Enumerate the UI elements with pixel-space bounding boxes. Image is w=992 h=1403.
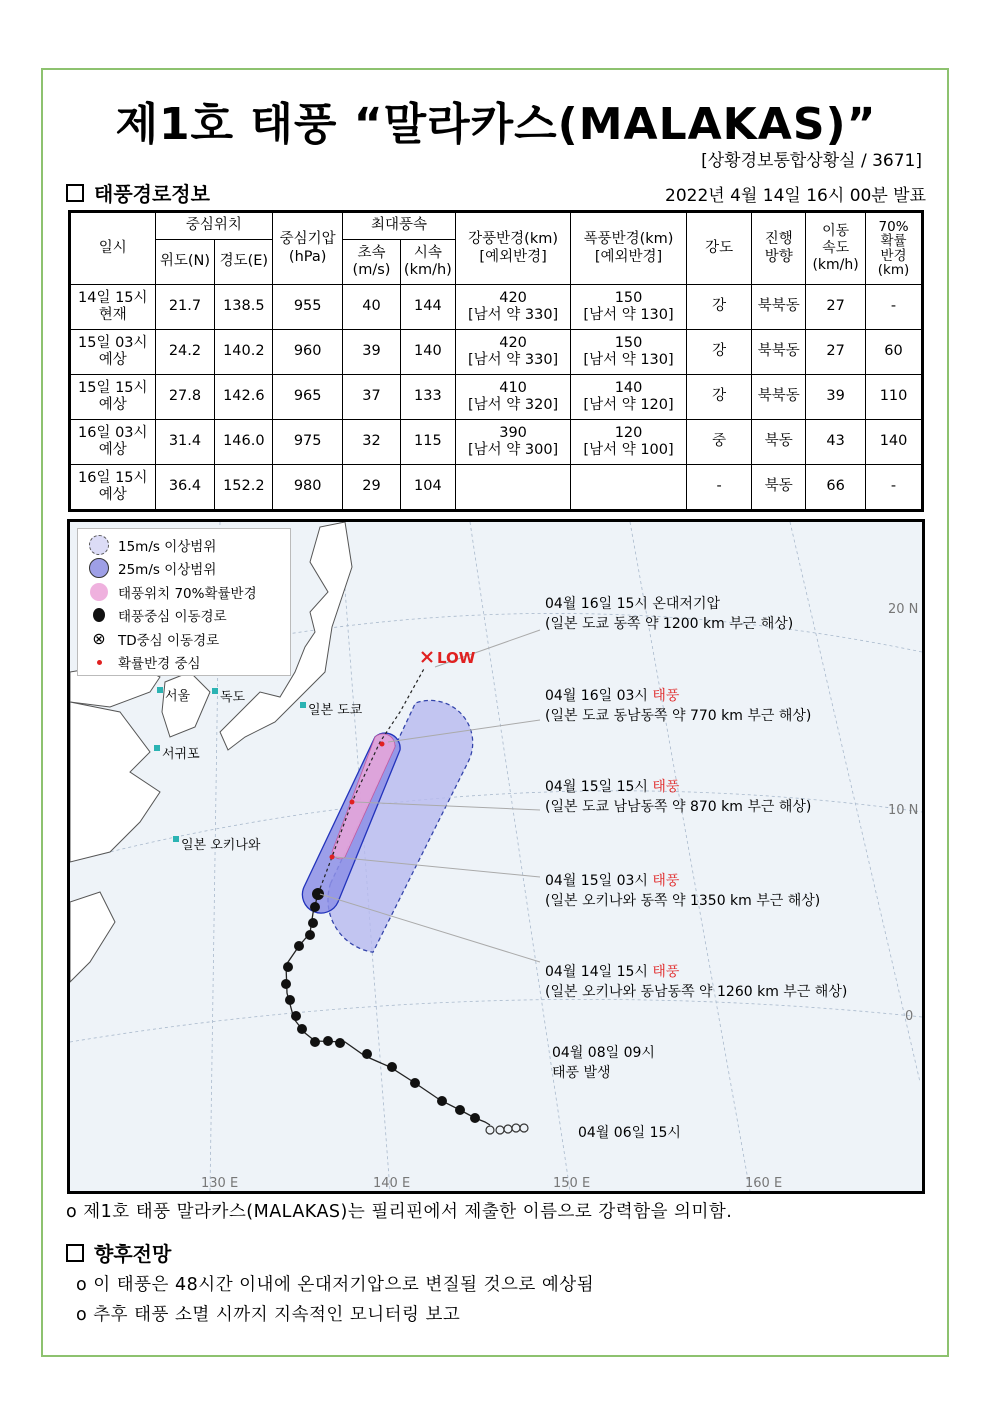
th-center: 중심위치 <box>155 212 273 240</box>
typhoon-track-map <box>67 519 925 1194</box>
cell-lat: 21.7 <box>155 285 215 330</box>
cell-storm <box>571 465 686 511</box>
lat-label-20: 20 N <box>888 602 919 617</box>
office-label: [상황경보통합상황실 / 3671] <box>701 151 922 171</box>
cell-strong: 410 [남서 약 320] <box>455 375 570 420</box>
typhoon-symbol-icon <box>93 608 105 622</box>
track-table <box>68 210 924 512</box>
cell-intensity: 중 <box>686 420 752 465</box>
cell-pressure: 960 <box>273 330 343 375</box>
area-15-icon <box>89 535 109 555</box>
th-lon: 경도(E) <box>215 240 273 285</box>
place-okinawa: 일본 오키나와 <box>181 838 261 853</box>
cell-pressure: 965 <box>273 375 343 420</box>
cell-direction: 북북동 <box>752 285 806 330</box>
cell-time: 16일 03시 예상 <box>70 420 156 465</box>
cell-prob: - <box>866 465 923 511</box>
cell-lat: 24.2 <box>155 330 215 375</box>
th-lat: 위도(N) <box>155 240 215 285</box>
section-outlook <box>66 1238 171 1267</box>
name-note: o 제1호 태풍 말라카스(MALAKAS)는 필리핀에서 제출한 이름으로 강력함을 의미함. <box>66 1202 733 1222</box>
cell-storm: 120 [남서 약 100] <box>571 420 686 465</box>
cell-prob: - <box>866 285 923 330</box>
table-row <box>70 420 923 465</box>
checkbox-square-icon <box>66 1244 84 1262</box>
area-25-icon <box>89 558 109 578</box>
outlook-item: o 이 태풍은 48시간 이내에 온대저기압으로 변질될 것으로 예상됨 <box>76 1275 595 1295</box>
cell-intensity: 강 <box>686 330 752 375</box>
cell-ms: 37 <box>343 375 401 420</box>
cell-kmh: 144 <box>400 285 455 330</box>
cell-speed: 39 <box>806 375 866 420</box>
cell-speed: 43 <box>806 420 866 465</box>
th-wind: 최대풍속 <box>343 212 456 240</box>
cell-intensity: - <box>686 465 752 511</box>
lon-label-140: 140 E <box>373 1176 411 1191</box>
cell-pressure: 975 <box>273 420 343 465</box>
cell-kmh: 140 <box>400 330 455 375</box>
issued-time: 2022년 4월 14일 16시 00분 발표 <box>665 186 926 206</box>
label-0416-15: 04월 16일 15시 온대저기압 (일본 도쿄 동쪽 약 1200 km 부근 해상) <box>545 596 794 632</box>
label-0416-03: 04월 16일 03시 태풍 (일본 도쿄 동남동쪽 약 770 km 부근 해상) <box>545 688 812 724</box>
th-ms: 초속 (m/s) <box>343 240 401 285</box>
lon-label-150: 150 E <box>553 1176 591 1191</box>
cell-kmh: 115 <box>400 420 455 465</box>
table-row <box>70 375 923 420</box>
lon-label-130: 130 E <box>201 1176 239 1191</box>
cell-speed: 27 <box>806 330 866 375</box>
cell-speed: 27 <box>806 285 866 330</box>
table-row <box>70 330 923 375</box>
low-label: LOW <box>437 649 476 667</box>
cell-prob: 60 <box>866 330 923 375</box>
label-0414-15: 04월 14일 15시 태풍 (일본 오키나와 동남동쪽 약 1260 km 부근 해상) <box>545 964 848 1000</box>
legend-item: 태풍위치 70%확률반경 <box>78 580 290 604</box>
cell-kmh: 104 <box>400 465 455 511</box>
cell-kmh: 133 <box>400 375 455 420</box>
legend-item: 15m/s 이상범위 <box>78 533 290 557</box>
label-0415-03: 04월 15일 03시 태풍 (일본 오키나와 동쪽 약 1350 km 부근 해상) <box>545 873 821 909</box>
th-strong-radius: 강풍반경(km) [예외반경] <box>455 212 570 285</box>
lat-label-0: 0 <box>905 1009 914 1024</box>
cell-strong <box>455 465 570 511</box>
cell-time: 16일 15시 예상 <box>70 465 156 511</box>
section-track-info <box>66 178 210 207</box>
cell-prob: 110 <box>866 375 923 420</box>
low-marker-icon <box>422 652 432 662</box>
cell-lat: 36.4 <box>155 465 215 511</box>
cell-strong: 420 [남서 약 330] <box>455 330 570 375</box>
cell-time: 15일 03시 예상 <box>70 330 156 375</box>
land-taiwan-philippines <box>70 892 115 982</box>
prob-radius-icon <box>90 583 108 601</box>
cell-speed: 66 <box>806 465 866 511</box>
cell-lon: 152.2 <box>215 465 273 511</box>
place-seoul: 서울 <box>165 689 191 704</box>
legend-item: 태풍중심 이동경로 <box>78 604 290 628</box>
cell-storm: 140 [남서 약 120] <box>571 375 686 420</box>
label-genesis: 04월 08일 09시 태풍 발생 <box>552 1045 655 1081</box>
prob-center-icon <box>97 660 102 665</box>
label-0415-15: 04월 15일 15시 태풍 (일본 도쿄 남남동쪽 약 870 km 부근 해상) <box>545 779 812 815</box>
cell-ms: 29 <box>343 465 401 511</box>
cell-storm: 150 [남서 약 130] <box>571 330 686 375</box>
td-symbols <box>486 1124 528 1134</box>
cell-ms: 32 <box>343 420 401 465</box>
td-symbol-icon: ⊗ <box>92 629 106 649</box>
cell-lat: 27.8 <box>155 375 215 420</box>
legend-item: 확률반경 중심 <box>78 651 290 675</box>
land-korea <box>162 672 210 737</box>
table-row <box>70 465 923 511</box>
th-prob-radius: 70% 확률 반경 (km) <box>866 212 923 285</box>
th-kmh: 시속 (km/h) <box>400 240 455 285</box>
cell-lon: 138.5 <box>215 285 273 330</box>
checkbox-square-icon <box>66 184 84 202</box>
th-pressure: 중심기압 (hPa) <box>273 212 343 285</box>
cell-ms: 40 <box>343 285 401 330</box>
cell-lon: 146.0 <box>215 420 273 465</box>
cell-direction: 북북동 <box>752 330 806 375</box>
th-speed: 이동 속도 (km/h) <box>806 212 866 285</box>
section-outlook-title: 향후전망 <box>94 1242 172 1266</box>
legend-item: ⊗ TD중심 이동경로 <box>78 627 290 651</box>
lon-label-160: 160 E <box>745 1176 783 1191</box>
cell-direction: 북동 <box>752 465 806 511</box>
section-track-title: 태풍경로정보 <box>94 182 210 206</box>
cell-intensity: 강 <box>686 375 752 420</box>
current-position-icon <box>312 888 324 900</box>
cell-direction: 북북동 <box>752 375 806 420</box>
cell-lon: 140.2 <box>215 330 273 375</box>
label-start: 04월 06일 15시 <box>578 1125 681 1141</box>
cell-ms: 39 <box>343 330 401 375</box>
outlook-item: o 추후 태풍 소멸 시까지 지속적인 모니터링 보고 <box>76 1305 461 1325</box>
legend-item: 25m/s 이상범위 <box>78 557 290 581</box>
page-title: 제1호 태풍 “말라카스(MALAKAS)” <box>115 99 877 150</box>
map-legend <box>77 528 291 676</box>
cell-strong: 420 [남서 약 330] <box>455 285 570 330</box>
cell-lon: 142.6 <box>215 375 273 420</box>
place-dokdo: 독도 <box>220 690 246 705</box>
th-storm-radius: 폭풍반경(km) [예외반경] <box>571 212 686 285</box>
cell-strong: 390 [남서 약 300] <box>455 420 570 465</box>
cell-pressure: 955 <box>273 285 343 330</box>
cell-intensity: 강 <box>686 285 752 330</box>
cell-time: 14일 15시 현재 <box>70 285 156 330</box>
th-intensity: 강도 <box>686 212 752 285</box>
land-china-coast <box>70 702 160 862</box>
place-seogwipo: 서귀포 <box>162 747 200 762</box>
table-row <box>70 285 923 330</box>
past-track <box>286 894 490 1125</box>
place-tokyo: 일본 도쿄 <box>308 703 363 718</box>
cell-prob: 140 <box>866 420 923 465</box>
lat-label-10: 10 N <box>888 803 919 818</box>
th-time: 일시 <box>70 212 156 285</box>
cell-pressure: 980 <box>273 465 343 511</box>
th-direction: 진행 방향 <box>752 212 806 285</box>
cell-storm: 150 [남서 약 130] <box>571 285 686 330</box>
cell-direction: 북동 <box>752 420 806 465</box>
cell-time: 15일 15시 예상 <box>70 375 156 420</box>
cell-lat: 31.4 <box>155 420 215 465</box>
